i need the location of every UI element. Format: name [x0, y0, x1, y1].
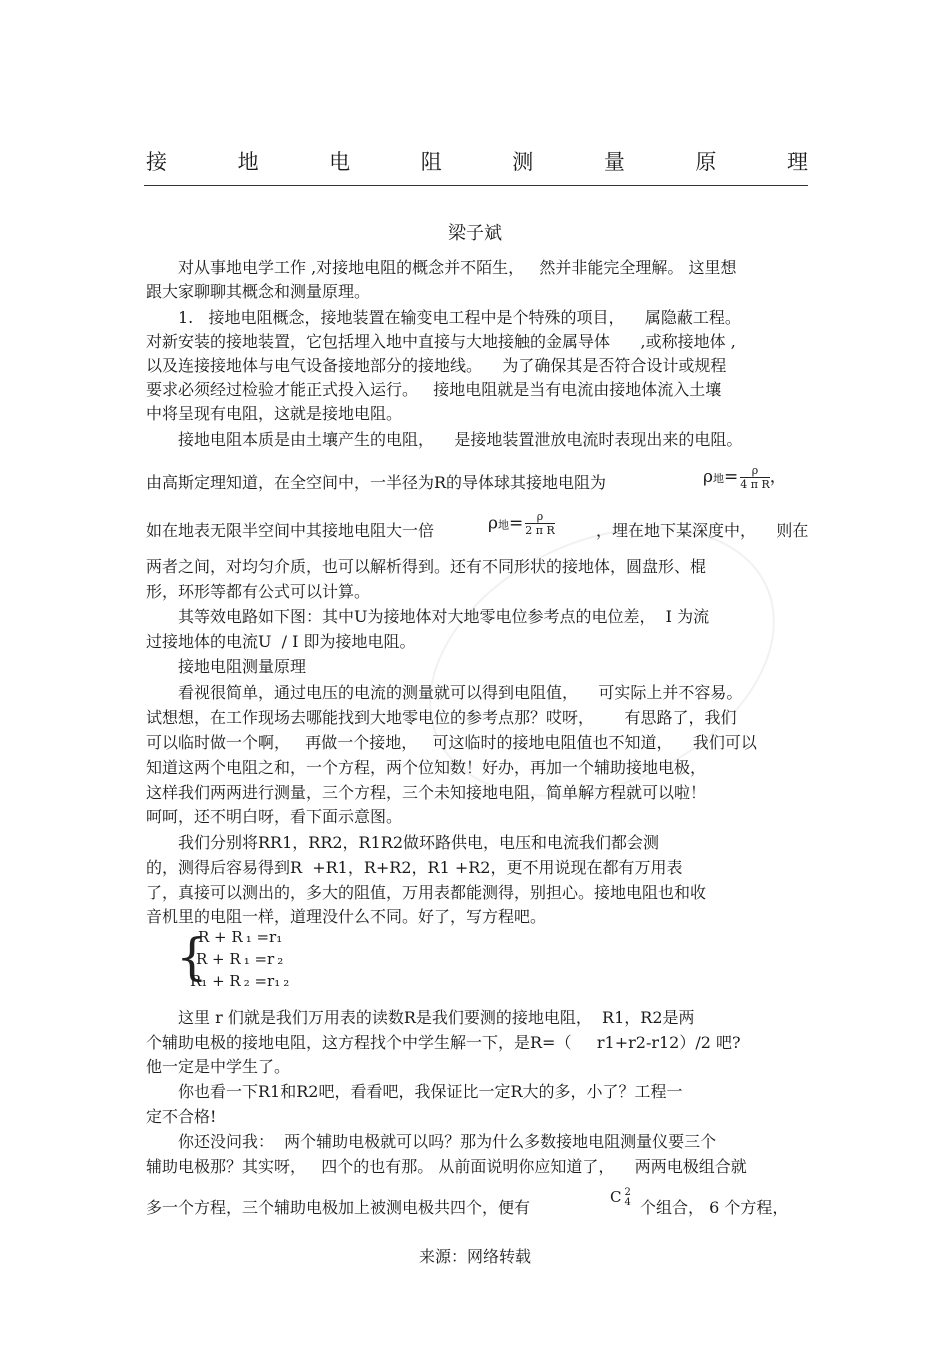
formula-subscript: 地 [498, 518, 509, 532]
text-line: 1. 接地电阻概念，接地装置在输变电工程中是个特殊的项目， 属隐蔽工程。 [178, 308, 741, 327]
text-line: 接地电阻测量原理 [178, 657, 307, 676]
equation-3: R₁ + R ₂ =r₁ ₂ [190, 972, 290, 990]
text-line: 他一定是中学生了。 [146, 1057, 291, 1076]
formula-tail: ， [769, 467, 787, 487]
combination-symbol [610, 1188, 631, 1208]
formula-fraction [525, 510, 555, 538]
title-char: 电 [329, 150, 351, 174]
fraction-numerator: ρ [740, 464, 770, 478]
text-line: 个组合， 6 个方程， [640, 1198, 789, 1217]
source-footer: 来源：网络转载 [418, 1247, 531, 1266]
title-char: 量 [603, 150, 625, 174]
combination-sub: 4 [624, 1197, 631, 1208]
text-line: ，埋在地下某深度中， 则在 [596, 521, 809, 540]
formula-lhs: ρ [703, 467, 713, 487]
title-char: 理 [786, 150, 808, 174]
fraction-denominator: 2 π R [525, 524, 555, 537]
text-line: 以及连接接地体与电气设备接地部分的接地线。 为了确保其是否符合设计或规程 [146, 356, 727, 375]
text-line: 呵呵，还不明白呀，看下面示意图。 [146, 807, 403, 826]
formula-lhs: ρ [488, 513, 498, 534]
text-line: 你还没问我： 两个辅助电极就可以吗？那为什么多数接地电阻测量仪要三个 [178, 1132, 717, 1151]
combination-sup: 2 [624, 1187, 631, 1198]
author-name: 梁子斌 [448, 223, 502, 244]
brace-symbol: { [176, 928, 208, 986]
title-char: 测 [512, 150, 534, 174]
text-line: 这里 r 们就是我们万用表的读数R是我们要测的接地电阻， R1，R2是两 [178, 1008, 695, 1027]
text-line: 了，真接可以测出的，多大的阻值，万用表都能测得，别担心。接地电阻也和收 [146, 883, 707, 902]
text-line: 这样我们两两进行测量，三个方程，三个未知接地电阻，简单解方程就可以啦！ [146, 783, 707, 802]
formula-fraction [740, 464, 770, 492]
equation-system [176, 928, 346, 994]
text-line: 辅助电极那？其实呀， 四个的也有那。 从前面说明你应知道了， 两两电极组合就 [146, 1157, 747, 1176]
text-line: 可以临时做一个啊， 再做一个接地， 可这临时的接地电阻值也不知道， 我们可以 [146, 733, 757, 752]
text-line: 知道这两个电阻之和，一个方程，两个位知数！好办，再加一个辅助接地电极， [146, 758, 707, 777]
fraction-numerator: ρ [525, 510, 555, 524]
text-line: 对新安装的接地装置，它包括埋入地中直接与大地接触的金属导体 ,或称接地体 , [146, 332, 736, 351]
text-line: 接地电阻本质是由土壤产生的电阻， 是接地装置泄放电流时表现出来的电阻。 [178, 430, 743, 449]
formula-sphere-resistance [703, 462, 787, 492]
text-line: 看视很简单，通过电压的电流的测量就可以得到电阻值， 可实际上并不容易。 [178, 683, 743, 702]
title-char: 接 [146, 150, 167, 174]
text-line: 由高斯定理知道，在全空间中，一半径为R的导体球其接地电阻为 [146, 473, 607, 492]
text-line: 试想想，在工作现场去哪能找到大地零电位的参考点那？哎呀， 有思路了，我们 [146, 708, 737, 727]
text-line: 多一个方程，三个辅助电极加上被测电极共四个，便有 [146, 1198, 531, 1217]
text-line: 过接地体的电流U / I 即为接地电阻。 [146, 632, 416, 651]
text-line: 你也看一下R1和R2吧，看看吧，我保证比一定R大的多，小了？工程一 [178, 1082, 683, 1101]
text-line: 中将呈现有电阻，这就是接地电阻。 [146, 404, 403, 423]
formula-subscript: 地 [713, 472, 724, 485]
text-line: 跟大家聊聊其概念和测量原理。 [146, 282, 371, 301]
text-line: 音机里的电阻一样，道理没什么不同。好了，写方程吧。 [146, 907, 547, 926]
title-char: 原 [695, 150, 717, 174]
text-line: 如在地表无限半空间中其接地电阻大一倍 [146, 521, 435, 540]
text-line: 我们分别将RR1，RR2，R1R2做环路供电，电压和电流我们都会测 [178, 833, 660, 852]
title-char: 阻 [420, 150, 442, 174]
text-line: 形，环形等都有公式可以计算。 [146, 582, 371, 601]
formula-equals: = [724, 467, 739, 487]
equation-1: R + R ₁ =r₁ [198, 928, 283, 946]
text-line: 个辅助电极的接地电阻，这方程找个中学生解一下，是R=（ r1+r2-r12）/2 吧? [146, 1033, 741, 1052]
text-line: 定不合格! [146, 1107, 217, 1126]
text-line: 要求必须经过检验才能正式投入运行。 接地电阻就是当有电流由接地体流入土壤 [146, 380, 722, 399]
title-char: 地 [237, 150, 259, 174]
text-line: 的，测得后容易得到R +R1，R+R2，R1 +R2，更不用说现在都有万用表 [146, 858, 683, 877]
title-divider [144, 185, 808, 186]
page-title [146, 146, 808, 182]
text-line: 两者之间，对均匀介质，也可以解析得到。还有不同形状的接地体，圆盘形、棍 [146, 557, 707, 576]
formula-halfspace-resistance [488, 510, 555, 538]
formula-equals: = [509, 513, 524, 534]
text-line: 其等效电路如下图：其中U为接地体对大地零电位参考点的电位差， I 为流 [178, 607, 710, 626]
equation-2: R + R ₁ =r ₂ [196, 950, 284, 968]
fraction-denominator: 4 π R [740, 477, 770, 491]
text-line: 对从事地电学工作 ,对接地电阻的概念并不陌生， 然并非能完全理解。 这里想 [178, 258, 737, 277]
combination-base: C [610, 1188, 622, 1206]
